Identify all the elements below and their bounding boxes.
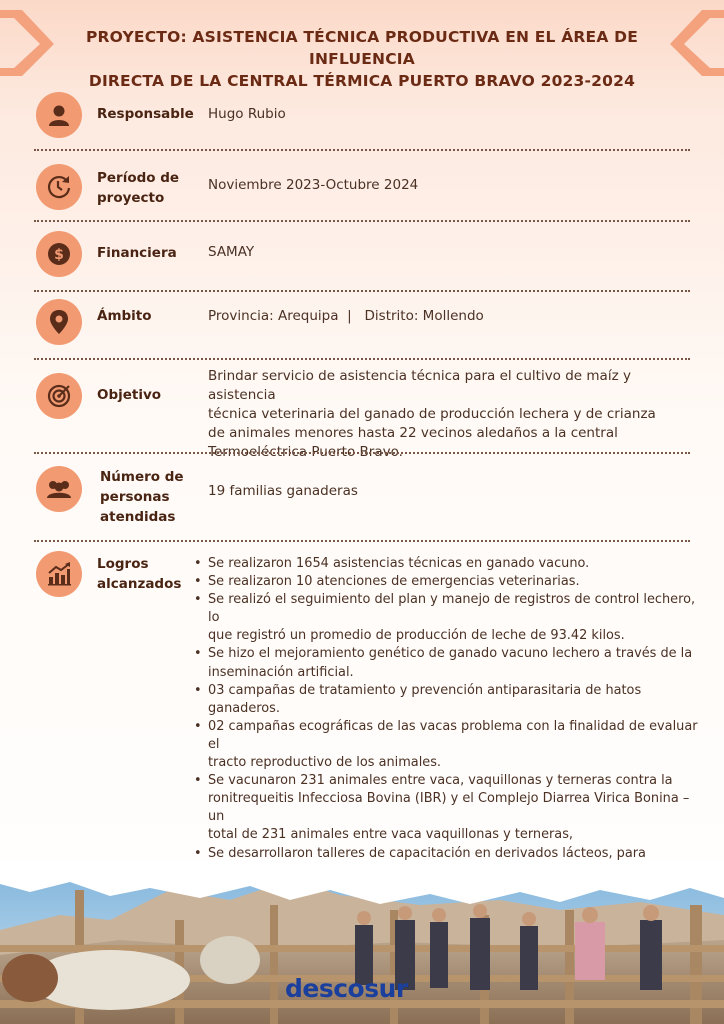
label-financiera: Financiera <box>97 245 177 261</box>
growth-chart-icon <box>36 551 82 597</box>
label-objetivo: Objetivo <box>97 387 162 403</box>
list-item: • Se vacunaron 231 animales entre vaca, vaquillonas y terneras contra la ronitrequeitis Infecciosa Bovina (IBR) y el Complejo Diarrea Virica Bonina – un total de 231 animales entre vaca vaquillonas y terneras, <box>193 772 708 844</box>
target-icon <box>36 373 82 419</box>
row-ambito <box>36 299 688 345</box>
label-personas: Número de personas atendidas <box>100 469 184 525</box>
list-item: • Se realizaron 10 atenciones de emergencias veterinarias. <box>193 573 708 591</box>
page-title <box>50 26 674 92</box>
location-pin-icon <box>36 299 82 345</box>
value-financiera: SAMAY <box>208 244 255 260</box>
row-personas <box>36 466 688 525</box>
list-item: • 03 campañas de tratamiento y prevención antiparasitaria de hatos ganaderos. <box>193 682 708 718</box>
list-item: • 02 campañas ecográficas de las vacas problema con la finalidad de evaluar el tracto reproductivo de los animales. <box>193 718 708 772</box>
row-responsable <box>36 92 688 138</box>
label-ambito: Ámbito <box>97 308 152 324</box>
svg-text:$: $ <box>54 247 64 263</box>
value-periodo: Noviembre 2023-Octubre 2024 <box>208 177 419 193</box>
row-objetivo <box>36 368 688 460</box>
divider <box>34 149 690 151</box>
title-line-1: PROYECTO: ASISTENCIA TÉCNICA PRODUCTIVA EN EL ÁREA DE INFLUENCIA <box>85 28 638 68</box>
row-financiera <box>36 231 688 277</box>
divider <box>34 358 690 360</box>
value-personas: 19 familias ganaderas <box>208 483 358 499</box>
divider <box>34 290 690 292</box>
value-ambito: Provincia: Arequipa | Distrito: Mollendo <box>208 308 484 324</box>
descosur-logo: descosur <box>285 974 408 1003</box>
group-icon <box>36 466 82 512</box>
label-periodo: Período de proyecto <box>97 170 180 206</box>
divider <box>34 220 690 222</box>
value-responsable: Hugo Rubio <box>208 106 286 122</box>
list-item: • Se desarrollaron talleres de capacitación en derivados lácteos, para <box>193 845 708 881</box>
row-periodo <box>36 164 688 210</box>
list-item: • Se hizo el mejoramiento genético de ganado vacuno lechero a través de la inseminación artificial. <box>193 645 708 681</box>
clock-arrow-icon <box>36 164 82 210</box>
list-item: • Se realizaron 1654 asistencias técnicas en ganado vacuno. <box>193 555 708 573</box>
list-item: • Se realizó el seguimiento del plan y manejo de registros de control lechero, lo que registró un promedio de producción de leche de 93.42 kilos. <box>193 591 708 645</box>
dollar-icon <box>36 231 82 277</box>
title-line-2: DIRECTA DE LA CENTRAL TÉRMICA PUERTO BRAVO 2023-2024 <box>88 72 636 90</box>
value-objetivo: Brindar servicio de asistencia técnica para el cultivo de maíz y asistencia técnica veterinaria del ganado de producción lechera y de crianza de animales menores hasta 22 vecinos aledaños a la central Termoeléctrica Puerto Bravo. <box>208 368 656 460</box>
divider <box>34 540 690 542</box>
divider <box>34 452 690 454</box>
person-icon <box>36 92 82 138</box>
label-logros: Logros alcanzados <box>97 556 182 592</box>
label-responsable: Responsable <box>97 106 194 122</box>
